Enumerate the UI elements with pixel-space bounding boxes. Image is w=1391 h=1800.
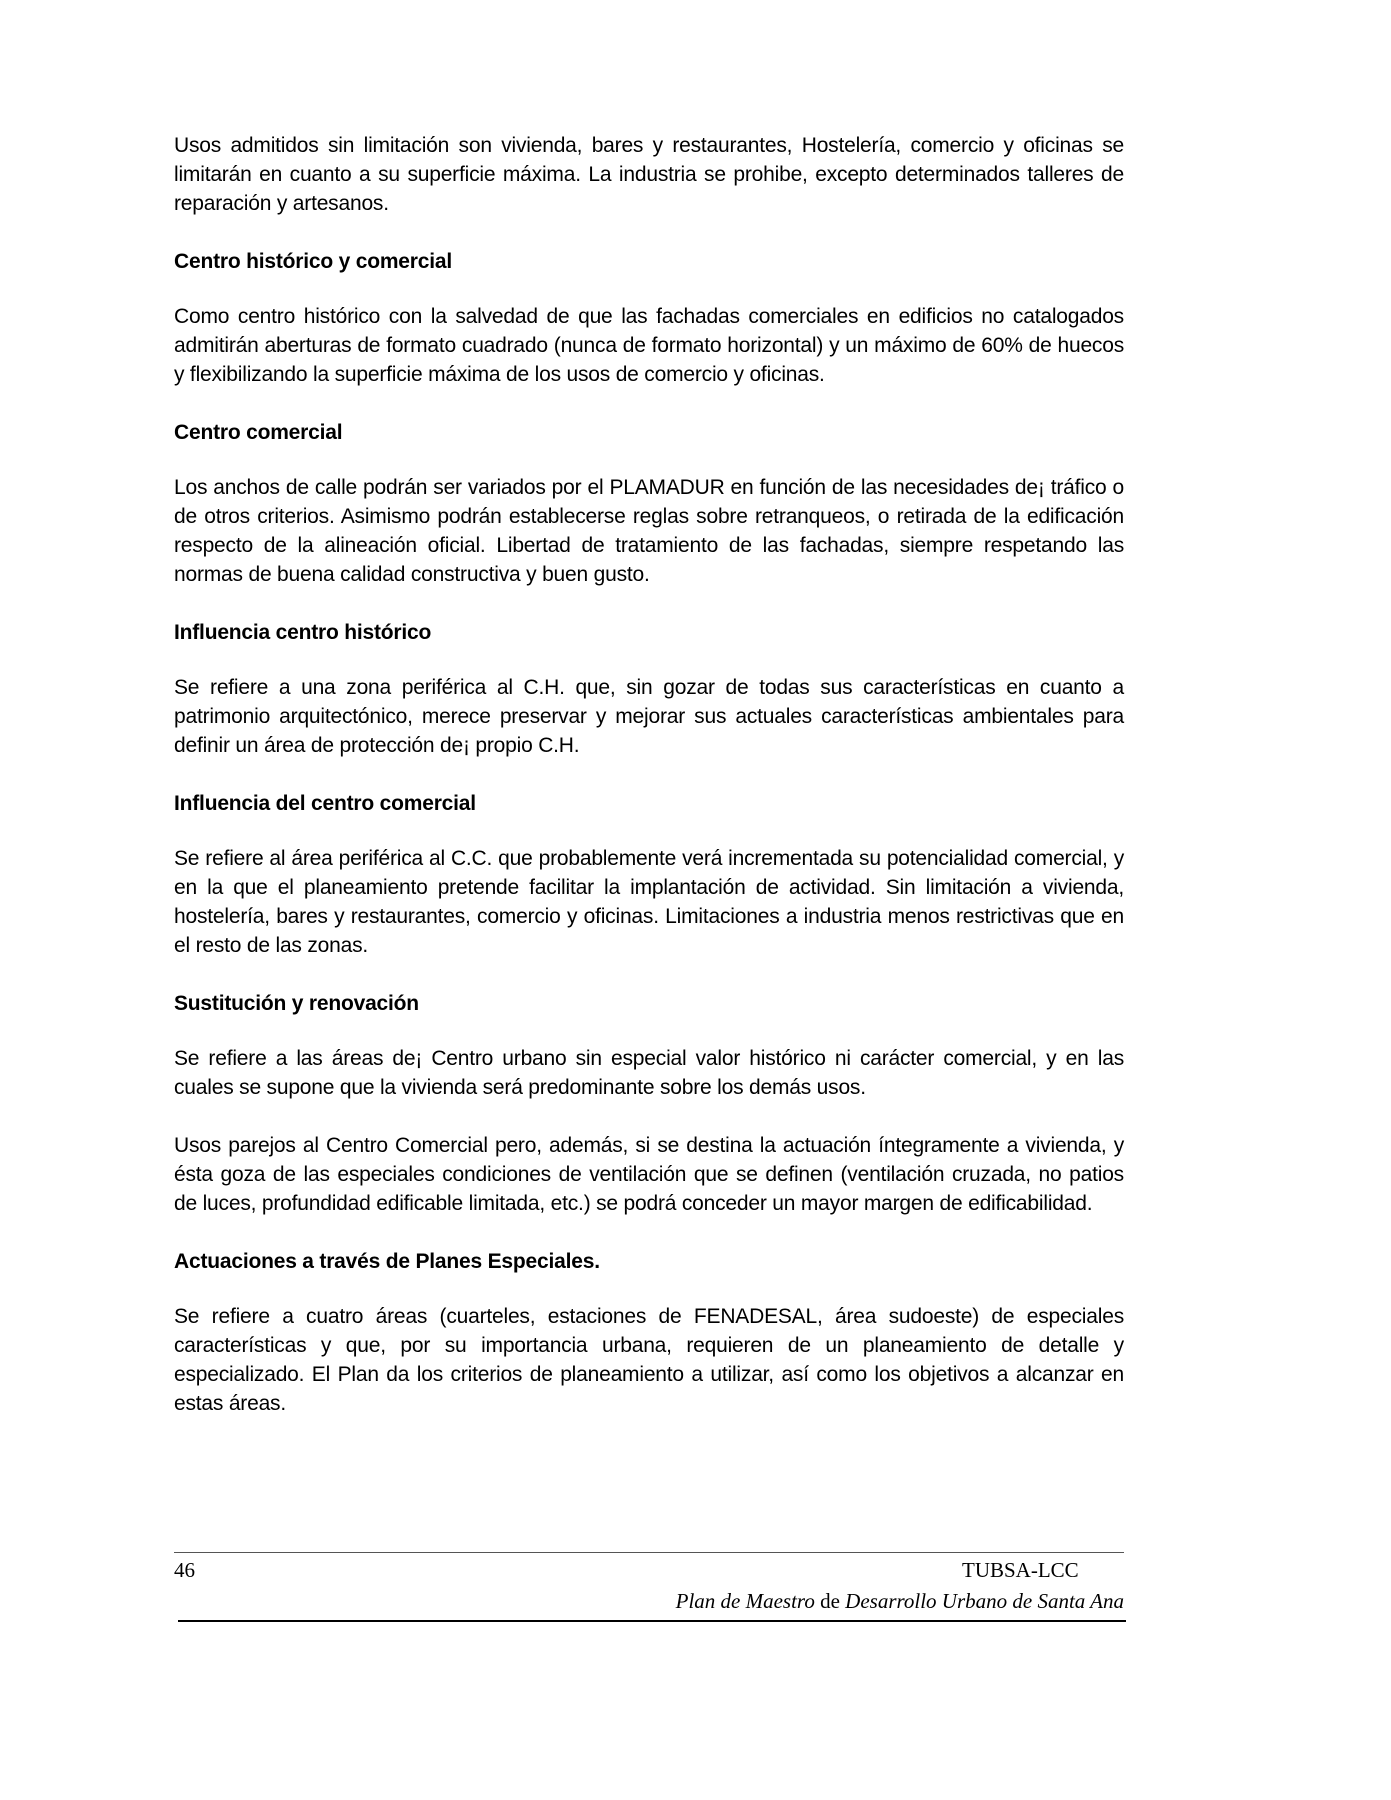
footer-title-part1: Plan de Maestro [675,1589,815,1613]
footer-code: TUBSA-LCC [962,1558,1079,1582]
footer-title-part3: Desarrollo Urbano de Santa Ana [845,1589,1124,1613]
page-body [174,131,1124,1418]
heading-influencia-centro-historico: Influencia centro histórico [174,621,432,644]
footer-divider-top [174,1552,1124,1553]
paragraph-planes-especiales: Se refiere a cuatro áreas (cuarteles, estaciones de FENADESAL, área sudoeste) de especiales características y que, por su importancia urbana, requieren de un planeamiento de detalle y especializado. El Plan da los criterios de planeamiento a utilizar, así como los objetivos a alcanzar en estas áreas. [174,1305,1124,1415]
heading-planes-especiales: Actuaciones a través de Planes Especiales. [174,1250,600,1273]
paragraph-influencia-centro-comercial: Se refiere al área periférica al C.C. que probablemente verá incrementada su potencialidad comercial, y en la que el planeamiento pretende facilitar la implantación de actividad. Sin limitación a vivienda, hostelería, bares y restaurantes, comercio y oficinas. Limitaciones a industria menos restrictivas que en el resto de las zonas. [174,847,1124,957]
paragraph-sustitucion-renovacion: Se refiere a las áreas de¡ Centro urbano sin especial valor histórico ni carácter comercial, y en las cuales se supone que la vivienda será predominante sobre los demás usos. [174,1047,1124,1099]
paragraph-usos-parejos: Usos parejos al Centro Comercial pero, además, si se destina la actuación íntegramente a vivienda, y ésta goza de las especiales condiciones de ventilación que se definen (ventilación cruzada, no patios de luces, profundidad edificable limitada, etc.) se podrá conceder un mayor margen de edificabilidad. [174,1134,1124,1215]
paragraph-centro-historico-comercial: Como centro histórico con la salvedad de que las fachadas comerciales en edificios no catalogados admitirán aberturas de formato cuadrado (nunca de formato horizontal) y un máximo de 60% de huecos y flexibilizando la superficie máxima de los usos de comercio y oficinas. [174,305,1124,386]
heading-centro-historico-comercial: Centro histórico y comercial [174,250,452,273]
paragraph-usos-admitidos: Usos admitidos sin limitación son vivienda, bares y restaurantes, Hostelería, comercio y oficinas se limitarán en cuanto a su superficie máxima. La industria se prohibe, excepto determinados talleres de reparación y artesanos. [174,134,1124,215]
heading-sustitucion-renovacion: Sustitución y renovación [174,992,419,1015]
heading-centro-comercial: Centro comercial [174,421,343,444]
paragraph-influencia-centro-historico: Se refiere a una zona periférica al C.H. que, sin gozar de todas sus características en cuanto a patrimonio arquitectónico, merece preservar y mejorar sus actuales características ambientales para definir un área de protección de¡ propio C.H. [174,676,1124,757]
footer-document-title [676,1589,1124,1614]
heading-influencia-centro-comercial: Influencia del centro comercial [174,792,476,815]
footer-title-part2: de [814,1589,846,1613]
paragraph-centro-comercial: Los anchos de calle podrán ser variados por el PLAMADUR en función de las necesidades de¡ tráfico o de otros criterios. Asimismo podrán establecerse reglas sobre retranqueos, o retirada de la edificación respecto de la alineación oficial. Libertad de tratamiento de las fachadas, siempre respetando las normas de buena calidad constructiva y buen gusto. [174,476,1124,586]
page-number: 46 [174,1558,195,1582]
footer-divider-bottom [178,1620,1126,1622]
